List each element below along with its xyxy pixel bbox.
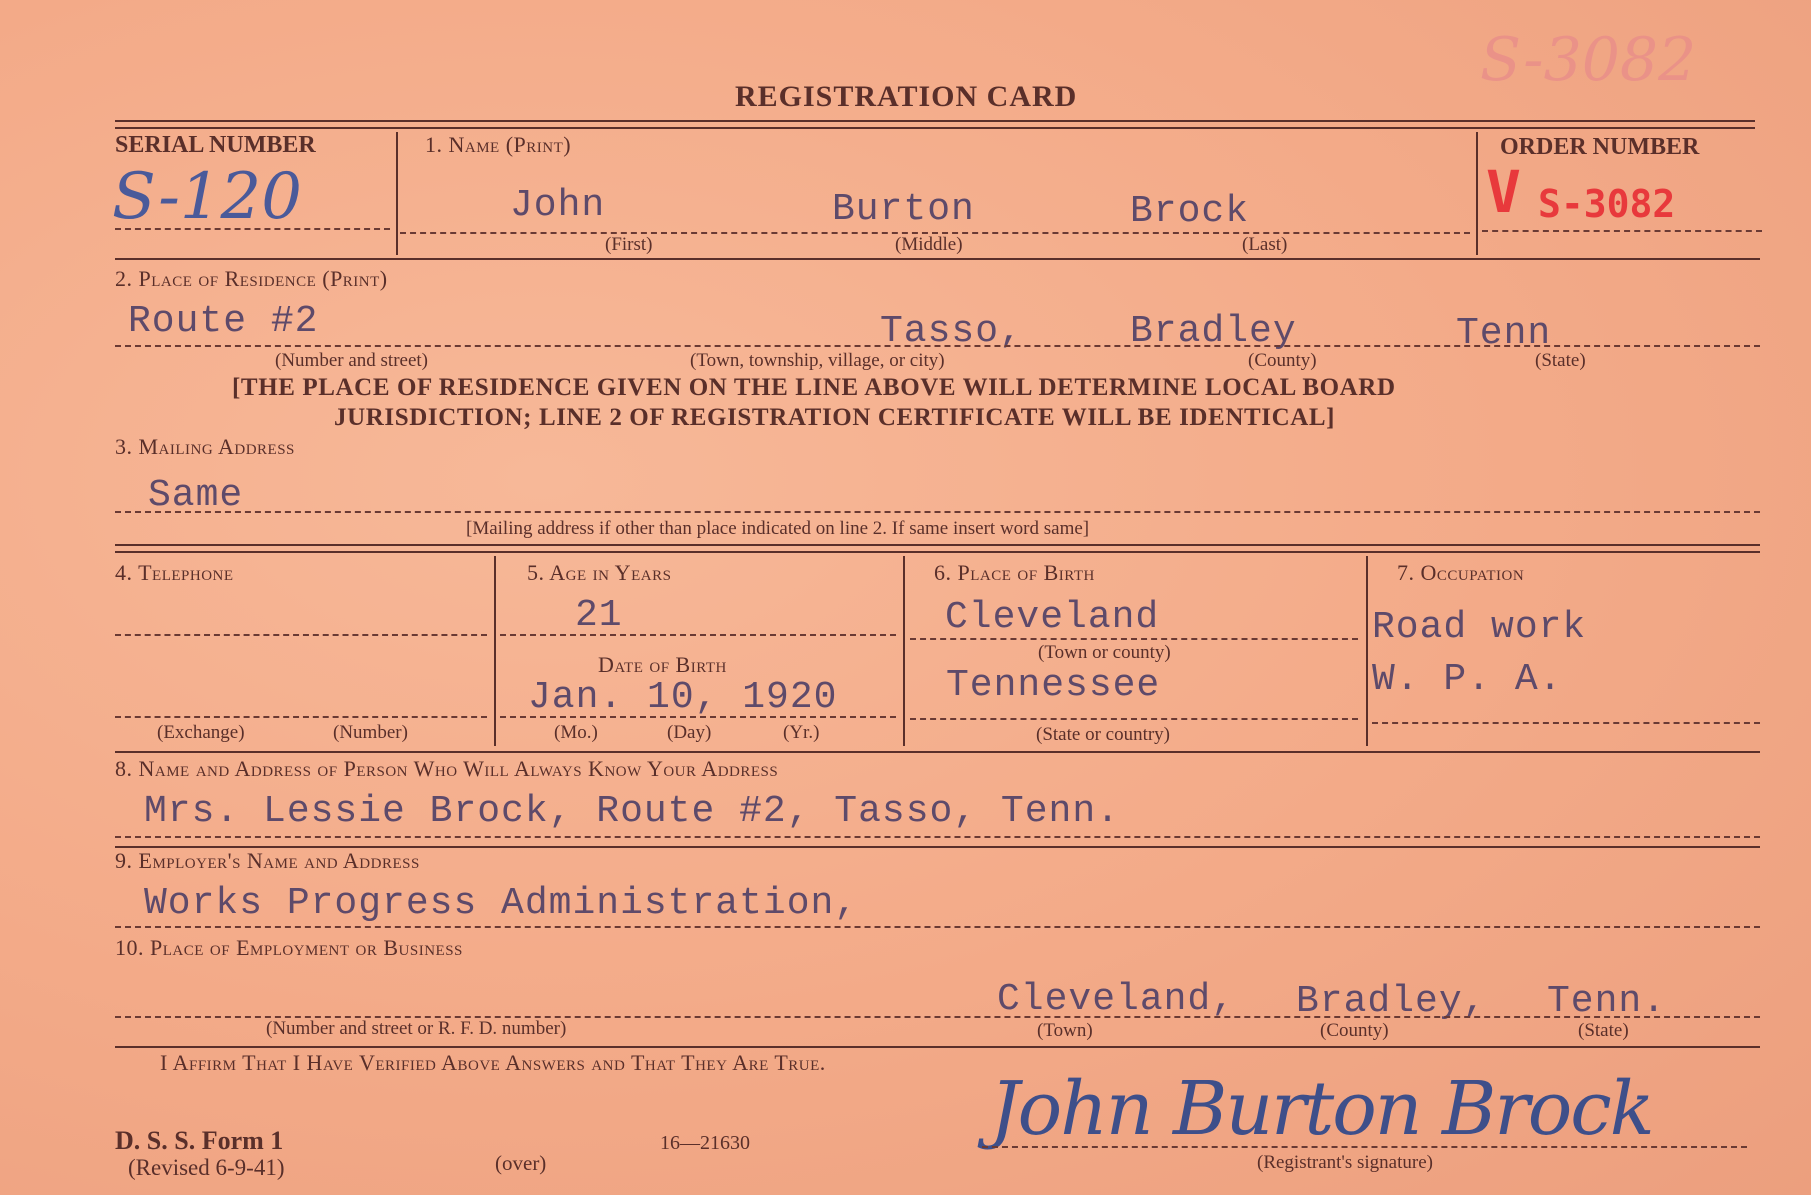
top-rule-2 [115, 127, 1755, 129]
birthplace-label: 6. Place of Birth [934, 560, 1095, 585]
affirm-text: I Affirm That I Have Verified Above Answers and That They Are True. [160, 1050, 826, 1075]
occupation-label: 7. Occupation [1397, 560, 1525, 585]
form-number: D. S. S. Form 1 [115, 1126, 284, 1155]
birthplace-line-2 [910, 718, 1358, 720]
mailing-caption: [Mailing address if other than place indicated on line 2. If same insert word same] [466, 518, 1090, 539]
employment-county-caption: (County) [1320, 1020, 1389, 1041]
col-divider-2 [903, 556, 905, 746]
col-divider-1 [494, 556, 496, 746]
serial-number-value: S-120 [112, 160, 302, 234]
name-middle-caption: (Middle) [895, 234, 963, 255]
mailing-value: Same [148, 474, 244, 517]
birthplace-town-caption: (Town or county) [1038, 642, 1171, 663]
birthplace-state-caption: (State or country) [1036, 724, 1171, 745]
residence-state-caption: (State) [1535, 350, 1586, 371]
residence-street: Route #2 [128, 300, 319, 343]
employer-line [115, 926, 1760, 928]
contact-value: Mrs. Lessie Brock, Route #2, Tasso, Tenn. [144, 790, 1120, 833]
age-value: 21 [575, 594, 623, 637]
mailing-rule [115, 544, 1760, 546]
signature-line [982, 1146, 1747, 1148]
residence-notice-2: JURISDICTION; LINE 2 OF REGISTRATION CERTIFICATE WILL BE IDENTICAL] [334, 404, 1336, 431]
col-divider-3 [1366, 556, 1368, 746]
signature-caption: (Registrant's signature) [1257, 1152, 1433, 1173]
print-code: 16—21630 [660, 1132, 750, 1154]
order-number-label: ORDER NUMBER [1500, 134, 1700, 160]
residence-line [115, 345, 1760, 347]
telephone-line [115, 634, 487, 636]
age-line [500, 634, 896, 636]
registrant-signature: John Burton Brock [990, 1066, 1653, 1152]
dob-day-caption: (Day) [667, 722, 712, 743]
row10-rule [115, 1046, 1760, 1048]
age-label: 5. Age in Years [527, 560, 672, 585]
employment-street-caption: (Number and street or R. F. D. number) [266, 1018, 567, 1039]
order-divider [1476, 132, 1478, 255]
serial-number-label: SERIAL NUMBER [115, 132, 316, 158]
employment-state: Tenn. [1547, 980, 1667, 1023]
form-revised: (Revised 6-9-41) [128, 1155, 285, 1180]
order-number-prefix: V [1486, 158, 1521, 226]
employment-label: 10. Place of Employment or Business [115, 935, 463, 960]
telephone-label: 4. Telephone [115, 560, 234, 585]
birthplace-town: Cleveland [945, 596, 1160, 639]
contact-label: 8. Name and Address of Person Who Will Always Know Your Address [115, 756, 779, 781]
residence-county-caption: (County) [1248, 350, 1317, 371]
residence-label: 2. Place of Residence (Print) [115, 266, 388, 291]
card-title: REGISTRATION CARD [735, 80, 1078, 113]
employment-state-caption: (State) [1578, 1020, 1629, 1041]
employer-label: 9. Employer's Name and Address [115, 848, 420, 873]
row1-rule [115, 258, 1760, 260]
employment-county: Bradley, [1296, 980, 1487, 1023]
name-first: John [510, 184, 606, 227]
name-first-caption: (First) [605, 234, 653, 255]
residence-county: Bradley [1130, 310, 1297, 353]
dob-line [500, 716, 896, 718]
employer-value: Works Progress Administration, [144, 882, 859, 925]
mailing-label: 3. Mailing Address [115, 434, 295, 459]
telephone-exchange-caption: (Exchange) [157, 722, 245, 743]
residence-town: Tasso, [880, 310, 1023, 353]
mailing-rule-2 [115, 551, 1760, 553]
occupation-line2: W. P. A. [1372, 658, 1563, 701]
employment-town: Cleveland, [997, 978, 1236, 1021]
order-number-value: S-3082 [1538, 182, 1676, 226]
telephone-line-2 [115, 716, 487, 718]
dob-month-caption: (Mo.) [554, 722, 598, 743]
name-label: 1. Name (Print) [425, 132, 572, 157]
occupation-line1: Road work [1372, 606, 1587, 649]
serial-divider [396, 132, 398, 255]
residence-town-caption: (Town, township, village, or city) [690, 350, 945, 371]
row4-rule [115, 751, 1760, 753]
name-middle: Burton [832, 188, 975, 231]
dob-value: Jan. 10, 1920 [528, 676, 838, 719]
contact-line [115, 836, 1760, 838]
occupation-line [1372, 722, 1760, 724]
order-line [1482, 230, 1762, 232]
pencil-note: S-3082 [1480, 25, 1697, 95]
residence-street-caption: (Number and street) [275, 350, 428, 371]
residence-state: Tenn [1456, 312, 1552, 355]
top-rule [115, 120, 1755, 122]
dob-label: Date of Birth [598, 652, 727, 677]
name-last-caption: (Last) [1242, 234, 1288, 255]
name-last: Brock [1130, 190, 1250, 233]
dob-year-caption: (Yr.) [783, 722, 820, 743]
birthplace-state: Tennessee [946, 664, 1161, 707]
residence-notice-1: [THE PLACE OF RESIDENCE GIVEN ON THE LINE ABOVE WILL DETERMINE LOCAL BOARD [232, 374, 1396, 401]
serial-line [115, 228, 390, 230]
employment-town-caption: (Town) [1037, 1020, 1093, 1041]
birthplace-line [910, 638, 1358, 640]
mailing-line [115, 511, 1760, 513]
telephone-number-caption: (Number) [333, 722, 408, 743]
over-note: (over) [495, 1151, 547, 1175]
